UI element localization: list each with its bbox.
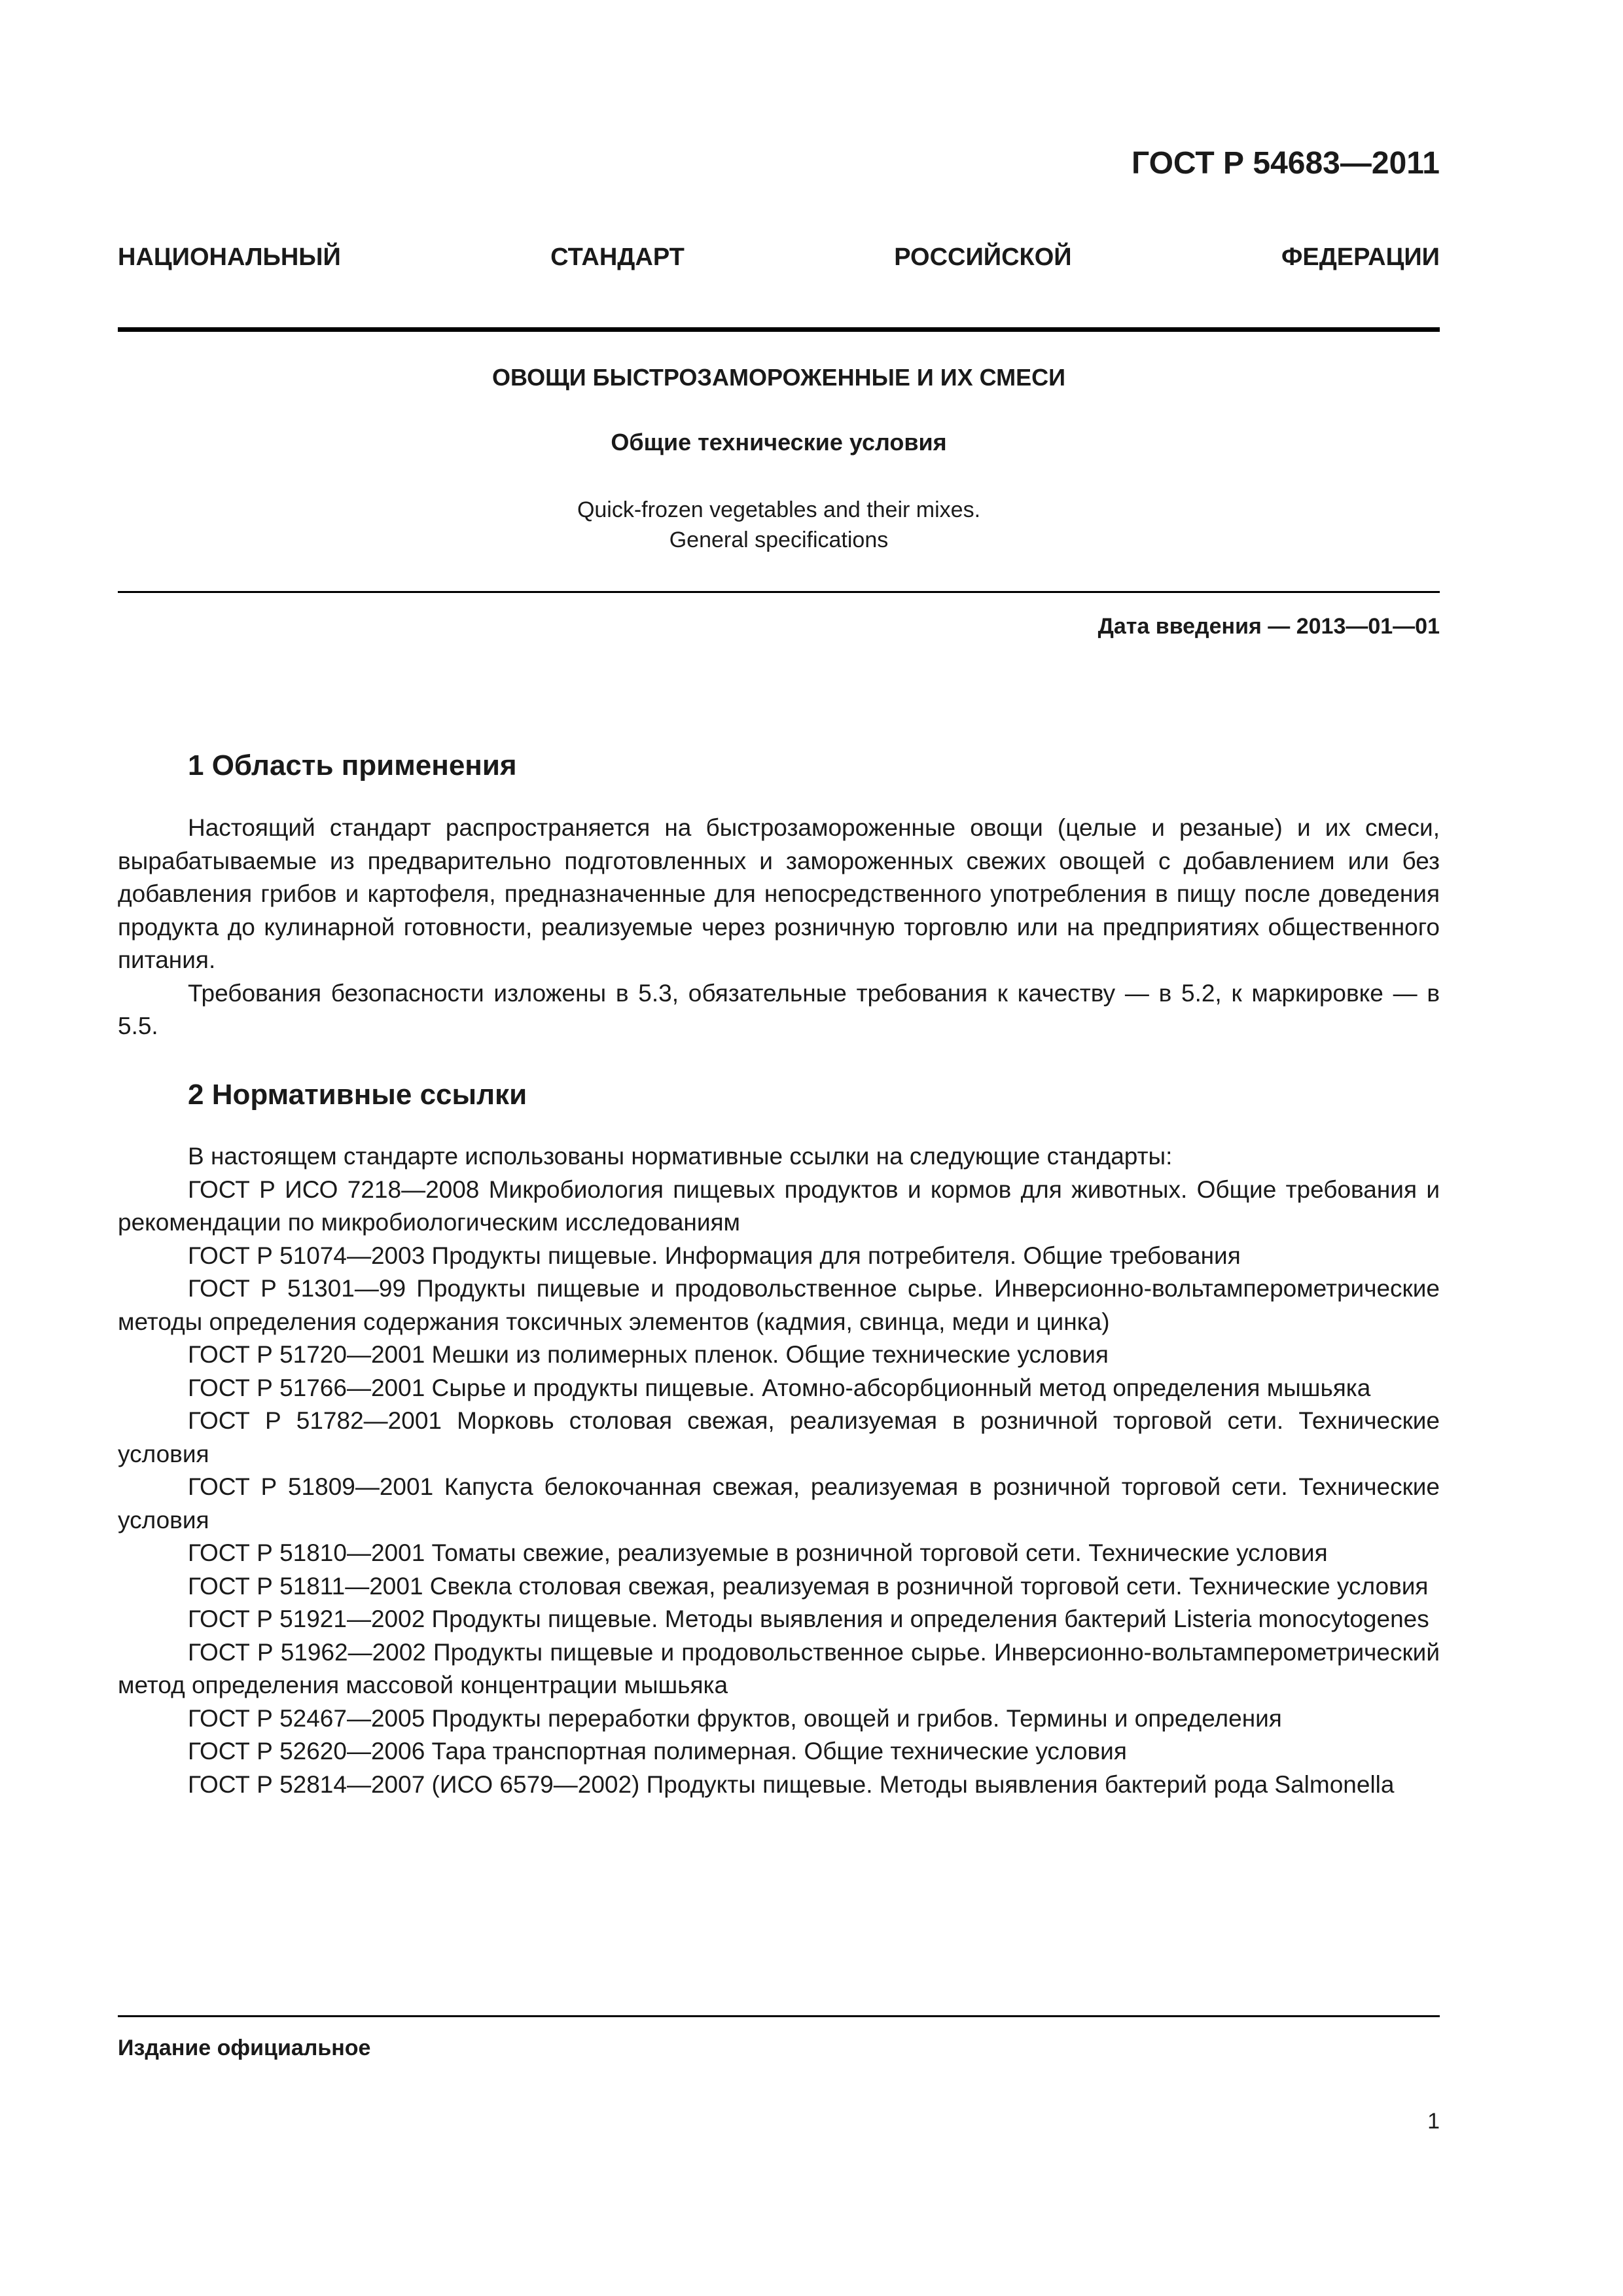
national-standard-header xyxy=(118,243,1440,272)
section-body-normative-references xyxy=(118,1140,1440,1801)
footer-divider xyxy=(118,2015,1440,2017)
title-divider xyxy=(118,591,1440,593)
reference-item: ГОСТ Р 51074—2003 Продукты пищевые. Информация для потребителя. Общие требования xyxy=(188,1242,1241,1269)
reference-item: ГОСТ Р ИСО 7218—2008 Микробиология пищевых продуктов и кормов для животных. Общие требования и рекомендации по микробиологическим исследованиям xyxy=(118,1175,1440,1236)
reference-item: ГОСТ Р 51782—2001 Морковь столовая свежая, реализуемая в розничной торговой сети. Технические условия xyxy=(118,1407,1440,1467)
english-title-line: General specifications xyxy=(669,528,889,552)
section-body-scope xyxy=(118,812,1440,1043)
gost-number: ГОСТ Р 54683—2011 xyxy=(1132,146,1440,181)
reference-item: ГОСТ Р 52814—2007 (ИСО 6579—2002) Продукты пищевые. Методы выявления бактерий рода Salmonella xyxy=(188,1770,1395,1798)
national-word: ФЕДЕРАЦИИ xyxy=(1281,243,1440,271)
paragraph: В настоящем стандарте использованы нормативные ссылки на следующие стандарты: xyxy=(188,1143,1173,1170)
introduction-date: Дата введения — 2013—01—01 xyxy=(1097,614,1440,639)
national-word: НАЦИОНАЛЬНЫЙ xyxy=(118,243,341,271)
reference-item: ГОСТ Р 51766—2001 Сырье и продукты пищевые. Атомно-абсорбционный метод определения мышьяка xyxy=(188,1374,1371,1401)
national-word: РОССИЙСКОЙ xyxy=(894,243,1072,271)
national-word: СТАНДАРТ xyxy=(550,243,685,271)
header-divider xyxy=(118,327,1440,332)
document-title: ОВОЩИ БЫСТРОЗАМОРОЖЕННЫЕ И ИХ СМЕСИ xyxy=(492,364,1065,391)
reference-item: ГОСТ Р 51921—2002 Продукты пищевые. Методы выявления и определения бактерий Listeria monocytogenes xyxy=(188,1605,1429,1632)
paragraph: Требования безопасности изложены в 5.3, обязательные требования к качеству — в 5.2, к маркировке — в 5.5. xyxy=(118,979,1440,1039)
official-edition-label: Издание официальное xyxy=(118,2036,371,2060)
paragraph: Настоящий стандарт распространяется на быстрозамороженные овощи (целые и резаные) и их смеси, вырабатываемые из предварительно подготовленных и замороженных свежих овощей с добавлением или без добавления грибов и картофеля, предназначенные для непосредственного употребления в пищу после доведения продукта до кулинарной готовности, реализуемые через розничную торговлю или на предприятиях общественного питания. xyxy=(118,814,1440,973)
reference-item: ГОСТ Р 51720—2001 Мешки из полимерных пленок. Общие технические условия xyxy=(188,1341,1109,1368)
english-title xyxy=(118,495,1440,555)
reference-item: ГОСТ Р 51301—99 Продукты пищевые и продовольственное сырье. Инверсионно-вольтамперометрические методы определения содержания токсичных элементов (кадмия, свинца, меди и цинка) xyxy=(118,1275,1440,1335)
document-subtitle: Общие технические условия xyxy=(611,429,947,456)
section-heading-normative-references: 2 Нормативные ссылки xyxy=(188,1079,527,1111)
reference-item: ГОСТ Р 51809—2001 Капуста белокочанная свежая, реализуемая в розничной торговой сети. Технические условия xyxy=(118,1473,1440,1534)
reference-item: ГОСТ Р 51962—2002 Продукты пищевые и продовольственное сырье. Инверсионно-вольтамперометрический метод определения массовой концентрации мышьяка xyxy=(118,1638,1440,1698)
reference-item: ГОСТ Р 52467—2005 Продукты переработки фруктов, овощей и грибов. Термины и определения xyxy=(188,1704,1282,1732)
reference-item: ГОСТ Р 51811—2001 Свекла столовая свежая, реализуемая в розничной торговой сети. Технические условия xyxy=(188,1572,1429,1600)
section-heading-scope: 1 Область применения xyxy=(188,749,517,781)
page-number: 1 xyxy=(1427,2109,1440,2134)
english-title-line: Quick-frozen vegetables and their mixes. xyxy=(577,497,981,522)
reference-item: ГОСТ Р 52620—2006 Тара транспортная полимерная. Общие технические условия xyxy=(188,1738,1127,1765)
reference-item: ГОСТ Р 51810—2001 Томаты свежие, реализуемые в розничной торговой сети. Технические условия xyxy=(188,1539,1328,1566)
